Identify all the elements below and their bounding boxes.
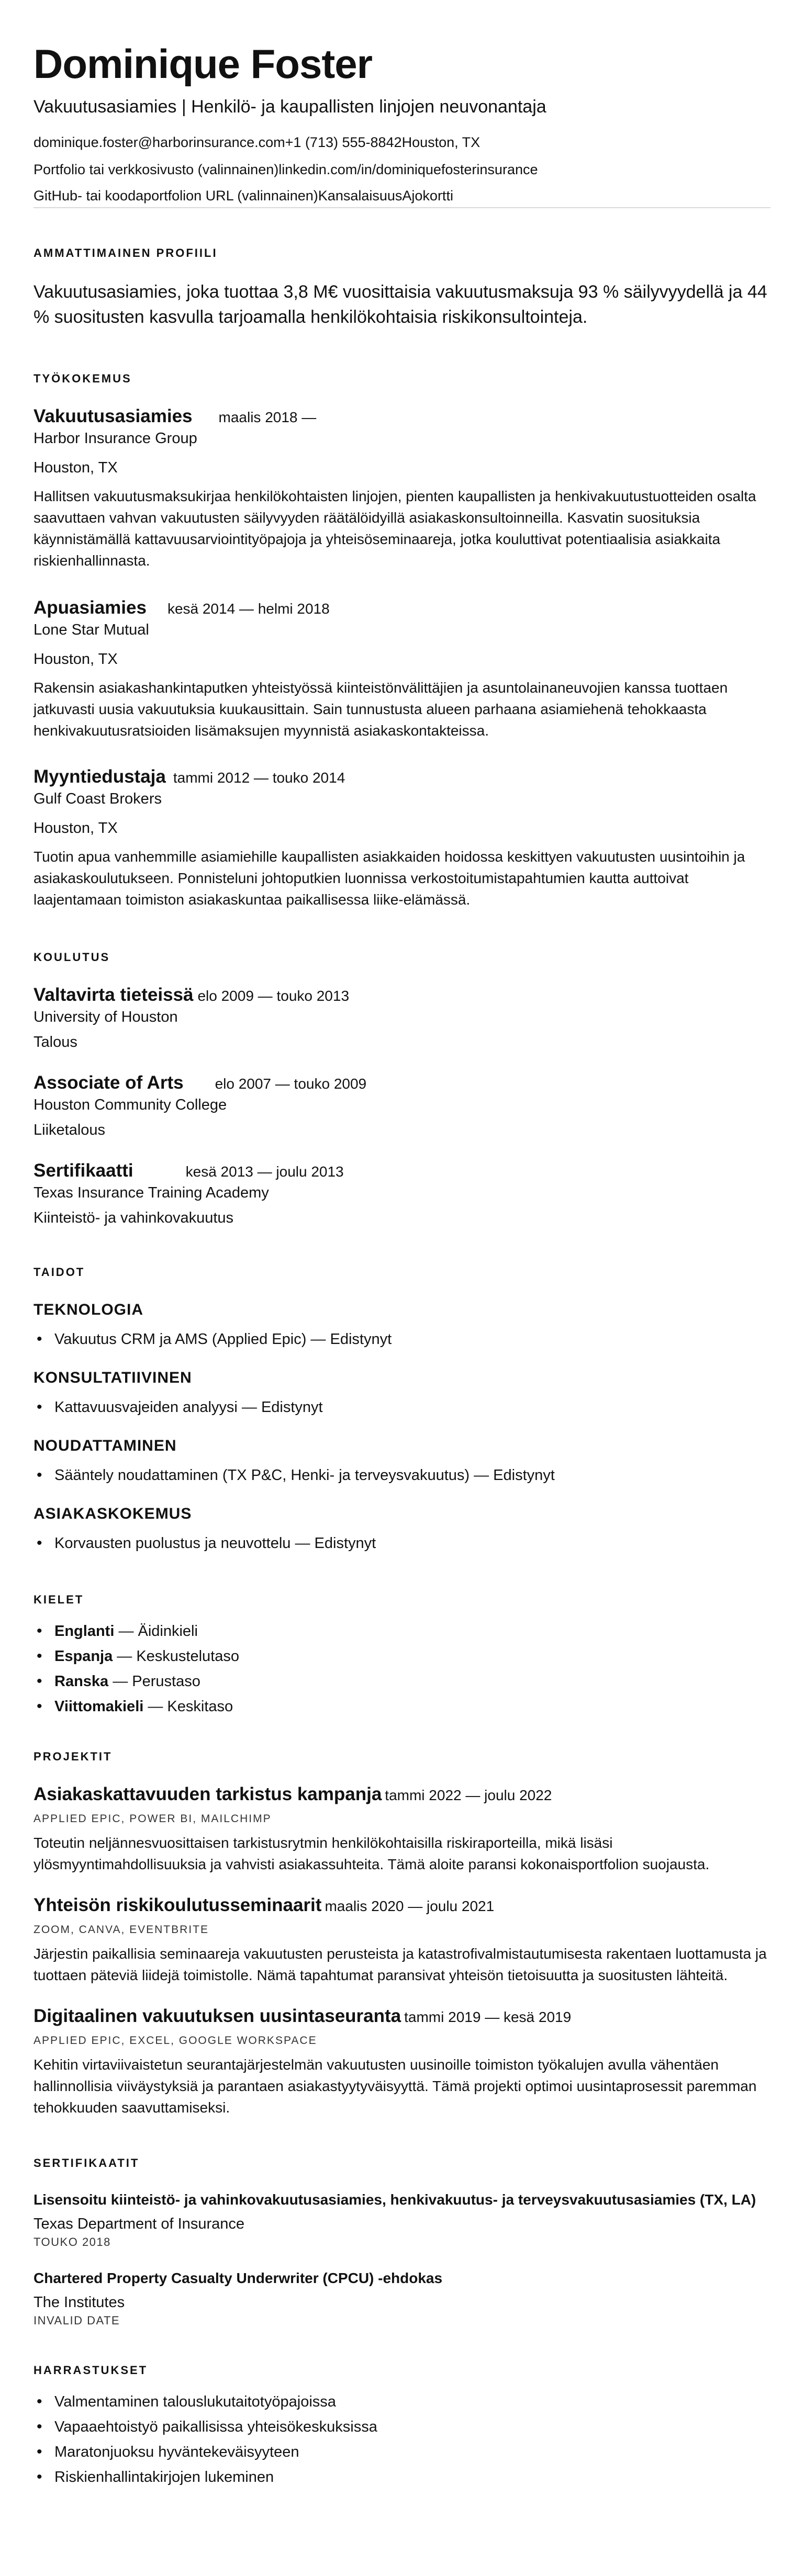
project-entry: [34, 2005, 770, 2118]
project-name: Asiakaskattavuuden tarkistus kampanja: [34, 1784, 382, 1804]
project-entry: [34, 1783, 770, 1875]
language-name: Englanti: [54, 1623, 115, 1640]
project-description: Toteutin neljännesvuosittaisen tarkistusrytmin henkilökohtaisilla riskiraporteilla, mikä lisäsi ylösmyyntimahdollisuuksia ja vahvisti asiakassuhteita. Tämä aloite paransi kokonaisportfolion suojausta.: [34, 1835, 710, 1872]
job-location: Houston, TX: [34, 651, 118, 668]
contact-phone[interactable]: +1 (713) 555-8842: [285, 134, 402, 150]
projects-section-title: PROJEKTIT: [34, 1750, 113, 1763]
project-dates: tammi 2022 — joulu 2022: [385, 1787, 552, 1803]
candidate-headline: Vakuutusasiamies | Henkilö- ja kaupallisten linjojen neuvonantaja: [34, 97, 546, 117]
profile-summary: Vakuutusasiamies, joka tuottaa 3,8 M€ vuosittaisia vakuutusmaksuja 93 % säilyvyydellä ja 44 % suositusten kasvulla tarjoamalla henkilökohtaisia riskikonsultointeja.: [34, 282, 767, 327]
skill-category: [34, 1436, 770, 1488]
education-entry: [34, 984, 770, 1053]
experience-entry: [34, 596, 770, 741]
contact-row-3: [34, 185, 770, 206]
job-location: Houston, TX: [34, 820, 118, 837]
language-item: [54, 1694, 770, 1719]
job-dates: tammi 2012 — touko 2014: [173, 770, 345, 786]
contact-row-1: [34, 132, 770, 153]
job-title: Apuasiamies: [34, 597, 147, 618]
portfolio-label: Portfolio tai verkkosivusto (valinnainen): [34, 162, 279, 177]
interests-section-title: HARRASTUKSET: [34, 2364, 148, 2377]
job-title: Vakuutusasiamies: [34, 406, 193, 426]
linkedin-link[interactable]: linkedin.com/in/dominiquefosterinsurance: [278, 162, 538, 177]
certification-entry: [34, 2268, 770, 2329]
certification-issuer: Texas Department of Insurance: [34, 2216, 244, 2232]
degree-title: Sertifikaatti: [34, 1160, 133, 1181]
job-description: Tuotin apua vanhemmille asiamiehille kaupallisten asiakkaiden hoidossa keskittyen vakuutusten uusintoihin ja asiakaskoulutukseen. Ponnisteluni johtoputkien luonnissa verkostoitumistapahtumien kautta auttoivat laajentamaan toimiston asiakaskuntaa paikallisessa liike-elämässä.: [34, 849, 745, 908]
profile-section-title: AMMATTIMAINEN PROFIILI: [34, 246, 218, 259]
interest-item: • Vapaaehtoistyö paikallisissa yhteisökeskuksissa: [54, 2414, 770, 2439]
certification-issuer: The Institutes: [34, 2294, 125, 2311]
skill-item: • Kattavuusvajeiden analyysi — Edistynyt: [54, 1395, 770, 1420]
contact-row-2: [34, 159, 770, 180]
certification-date: TOUKO 2018: [34, 2235, 111, 2249]
skill-item: • Korvausten puolustus ja neuvottelu — Edistynyt: [54, 1531, 770, 1556]
school-name: Texas Insurance Training Academy: [34, 1184, 269, 1201]
license-label: Ajokortti: [402, 188, 453, 204]
job-company: Harbor Insurance Group: [34, 430, 197, 447]
skill-category-title: KONSULTATIIVINEN: [34, 1369, 192, 1386]
job-company: Lone Star Mutual: [34, 622, 149, 638]
job-description: Rakensin asiakashankintaputken yhteistyössä kiinteistönvälittäjien ja asuntolainaneuvojien kanssa tuottaen jatkuvasti uusia vakuutuksia kuukausittain. Sain tunnustusta alueen parhaana asiamiehenä tehokkaasta henkivakuutusratsioiden lisämaksujen myynnistä asiakaskontakteissa.: [34, 680, 728, 739]
school-name: University of Houston: [34, 1009, 178, 1025]
education-entry: [34, 1071, 770, 1140]
project-dates: maalis 2020 — joulu 2021: [325, 1898, 495, 1914]
job-description: Hallitsen vakuutusmaksukirjaa henkilökohtaisten linjojen, pienten kaupallisten ja henkivakuutustuotteiden osalta saavuttaen vahvan vakuutusten säilyvyyden räätälöidyillä asiakaskonsultoinneilla. Kasvatin suosituksia käynnistämällä kattavuusarviointityöpajoja ja yhteisöseminaareja, jotka kouluttivat potentiaalisia asiakkaita riskienhallinnasta.: [34, 488, 756, 569]
certification-entry: [34, 2189, 770, 2250]
degree-field: Talous: [34, 1034, 77, 1050]
language-item: [54, 1669, 770, 1694]
degree-dates: elo 2007 — touko 2009: [215, 1076, 367, 1092]
project-entry: [34, 1894, 770, 1986]
project-description: Järjestin paikallisia seminaareja vakuutusten perusteista ja katastrofivalmistautumisesta rakentaen luottamusta ja tuottaen päteviä liidejä toimistolle. Nämä tapahtumat paransivat yhteisön tietoisuutta ja suositusten lähteitä.: [34, 1946, 767, 1983]
school-name: Houston Community College: [34, 1097, 227, 1113]
project-tags: ZOOM, CANVA, EVENTBRITE: [34, 1924, 209, 1936]
job-location: Houston, TX: [34, 459, 118, 476]
job-dates: kesä 2014 — helmi 2018: [167, 601, 330, 617]
interests-list: [34, 2389, 770, 2490]
project-name: Digitaalinen vakuutuksen uusintaseuranta: [34, 2006, 401, 2026]
project-name: Yhteisön riskikoulutusseminaarit: [34, 1895, 322, 1915]
skill-category-title: ASIAKASKOKEMUS: [34, 1505, 192, 1522]
language-level: — Perustaso: [108, 1673, 200, 1690]
skill-category-title: TEKNOLOGIA: [34, 1301, 143, 1318]
degree-field: Kiinteistö- ja vahinkovakuutus: [34, 1210, 234, 1226]
language-level: — Äidinkieli: [114, 1623, 198, 1640]
experience-entry: [34, 765, 770, 910]
skill-category: [34, 1300, 770, 1352]
project-tags: APPLIED EPIC, EXCEL, GOOGLE WORKSPACE: [34, 2035, 317, 2047]
skill-item: • Sääntely noudattaminen (TX P&C, Henki- ja terveysvakuutus) — Edistynyt: [54, 1463, 770, 1488]
project-tags: APPLIED EPIC, POWER BI, MAILCHIMP: [34, 1813, 272, 1825]
degree-field: Liiketalous: [34, 1122, 106, 1138]
languages-section-title: KIELET: [34, 1593, 84, 1606]
education-entry: [34, 1159, 770, 1228]
degree-dates: elo 2009 — touko 2013: [197, 988, 350, 1004]
language-level: — Keskustelutaso: [113, 1648, 240, 1665]
interest-item: • Maratonjuoksu hyväntekeväisyyteen: [54, 2439, 770, 2465]
contact-location: Houston, TX: [401, 134, 481, 150]
degree-title: Valtavirta tieteissä: [34, 985, 194, 1005]
language-item: [54, 1619, 770, 1644]
language-item: [54, 1644, 770, 1669]
github-label: GitHub- tai koodaportfolion URL (valinnainen): [34, 188, 318, 204]
interest-item: • Riskienhallintakirjojen lukeminen: [54, 2465, 770, 2490]
skill-category: [34, 1368, 770, 1420]
certification-date: INVALID DATE: [34, 2314, 120, 2327]
degree-title: Associate of Arts: [34, 1072, 184, 1093]
language-level: — Keskitaso: [143, 1698, 233, 1715]
certification-name: Chartered Property Casualty Underwriter (CPCU) -ehdokas: [34, 2270, 443, 2286]
experience-section-title: TYÖKOKEMUS: [34, 372, 132, 385]
education-section-title: KOULUTUS: [34, 951, 110, 964]
language-name: Ranska: [54, 1673, 109, 1690]
skill-category: [34, 1504, 770, 1556]
degree-dates: kesä 2013 — joulu 2013: [185, 1163, 344, 1180]
languages-list: [34, 1619, 770, 1719]
citizenship-label: Kansalaisuus: [318, 188, 403, 204]
skill-category-title: NOUDATTAMINEN: [34, 1437, 177, 1454]
contact-email[interactable]: dominique.foster@harborinsurance.com: [34, 134, 285, 150]
project-description: Kehitin virtaviivaistetun seurantajärjestelmän vakuutusten uusinoille toimiston työkalujen avulla vähentäen hallinnollisia viiväystyksiä ja parantaen asiakastyytyväisyyttä. Tämä projekti optimoi uusintaprosessit paremman tehokkuuden saavuttamiseksi.: [34, 2057, 757, 2116]
experience-entry: [34, 405, 770, 571]
language-name: Viittomakieli: [54, 1698, 144, 1715]
job-dates: maalis 2018 —: [218, 409, 317, 425]
certification-name: Lisensoitu kiinteistö- ja vahinkovakuutusasiamies, henkivakuutus- ja terveysvakuutusasiamies (TX, LA): [34, 2191, 756, 2208]
job-title: Myyntiedustaja: [34, 766, 166, 787]
skills-section-title: TAIDOT: [34, 1266, 85, 1279]
candidate-name: Dominique Foster: [34, 41, 373, 87]
interest-item: • Valmentaminen talouslukutaitotyöpajoissa: [54, 2389, 770, 2414]
project-dates: tammi 2019 — kesä 2019: [404, 2009, 572, 2025]
language-name: Espanja: [54, 1648, 113, 1665]
skill-item: • Vakuutus CRM ja AMS (Applied Epic) — Edistynyt: [54, 1327, 770, 1352]
certifications-section-title: SERTIFIKAATIT: [34, 2156, 140, 2170]
job-company: Gulf Coast Brokers: [34, 790, 162, 807]
header-divider: [34, 207, 770, 208]
